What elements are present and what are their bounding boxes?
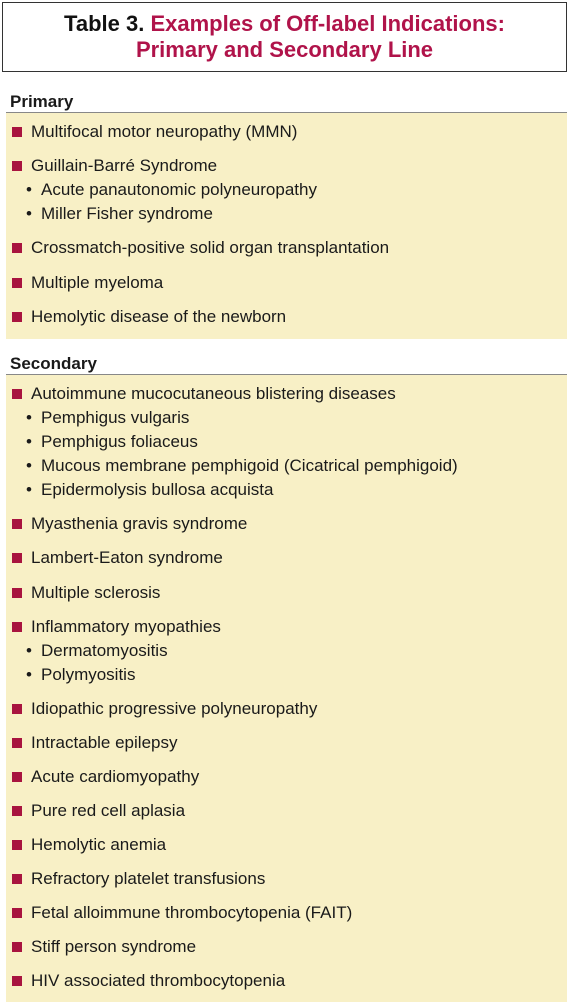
sub-list-item-label: Epidermolysis bullosa acquista xyxy=(41,480,274,499)
square-bullet-icon xyxy=(12,588,22,598)
list-item-label: Multifocal motor neuropathy (MMN) xyxy=(31,122,298,141)
table-title-line2: Primary and Secondary Line xyxy=(135,37,434,62)
round-bullet-icon: • xyxy=(26,456,32,475)
square-bullet-icon xyxy=(12,942,22,952)
list-item-label: Crossmatch-positive solid organ transplantation xyxy=(31,238,390,257)
list-item-label: Refractory platelet transfusions xyxy=(31,869,266,888)
square-bullet-icon xyxy=(12,704,22,714)
square-bullet-icon xyxy=(12,312,22,322)
square-bullet-icon xyxy=(12,243,22,253)
list-item-label: Lambert-Eaton syndrome xyxy=(31,548,223,567)
round-bullet-icon: • xyxy=(26,665,32,684)
list-item-label: Intractable epilepsy xyxy=(31,733,178,752)
list-item-label: Multiple sclerosis xyxy=(31,583,161,602)
list-item-label: Myasthenia gravis syndrome xyxy=(31,514,248,533)
list-item-label: Hemolytic disease of the newborn xyxy=(31,307,287,326)
section-heading-primary: Primary xyxy=(6,92,567,113)
square-bullet-icon xyxy=(12,519,22,529)
sub-list-item-label: Acute panautonomic polyneuropathy xyxy=(41,180,317,199)
sub-list-item-label: Pemphigus vulgaris xyxy=(41,408,190,427)
square-bullet-icon xyxy=(12,622,22,632)
square-bullet-icon xyxy=(12,161,22,171)
list-item-label: Stiff person syndrome xyxy=(31,937,197,956)
sub-list-item-label: Miller Fisher syndrome xyxy=(41,204,213,223)
table-number: Table 3. xyxy=(64,11,145,36)
square-bullet-icon xyxy=(12,278,22,288)
list-item-label: Fetal alloimmune thrombocytopenia (FAIT) xyxy=(31,903,353,922)
round-bullet-icon: • xyxy=(26,204,32,223)
square-bullet-icon xyxy=(12,553,22,563)
list-item-label: Autoimmune mucocutaneous blistering diseases xyxy=(31,384,396,403)
sub-list-item-label: Polymyositis xyxy=(41,665,136,684)
list-item-label: Multiple myeloma xyxy=(31,273,164,292)
list-item-label: Idiopathic progressive polyneuropathy xyxy=(31,699,318,718)
sub-list-item-label: Dermatomyositis xyxy=(41,641,168,660)
round-bullet-icon: • xyxy=(26,408,32,427)
square-bullet-icon xyxy=(12,840,22,850)
secondary-panel xyxy=(6,375,567,1002)
primary-panel xyxy=(6,113,567,339)
list-item-label: Guillain-Barré Syndrome xyxy=(31,156,218,175)
square-bullet-icon xyxy=(12,908,22,918)
square-bullet-icon xyxy=(12,772,22,782)
round-bullet-icon: • xyxy=(26,432,32,451)
table-title-box xyxy=(2,2,567,72)
square-bullet-icon xyxy=(12,389,22,399)
square-bullet-icon xyxy=(12,806,22,816)
list-item-label: Hemolytic anemia xyxy=(31,835,167,854)
square-bullet-icon xyxy=(12,738,22,748)
round-bullet-icon: • xyxy=(26,180,32,199)
round-bullet-icon: • xyxy=(26,480,32,499)
list-item-label: HIV associated thrombocytopenia xyxy=(31,971,286,990)
square-bullet-icon xyxy=(12,976,22,986)
list-item-label: Inflammatory myopathies xyxy=(31,617,221,636)
table-title-line1 xyxy=(64,11,505,37)
sub-list-item-label: Pemphigus foliaceus xyxy=(41,432,198,451)
list-item-label: Pure red cell aplasia xyxy=(31,801,186,820)
section-heading-secondary: Secondary xyxy=(6,354,567,375)
table-title-text: Examples of Off-label Indications: xyxy=(150,11,505,36)
list-item-label: Acute cardiomyopathy xyxy=(31,767,200,786)
round-bullet-icon: • xyxy=(26,641,32,660)
square-bullet-icon xyxy=(12,874,22,884)
square-bullet-icon xyxy=(12,127,22,137)
sub-list-item-label: Mucous membrane pemphigoid (Cicatrical pemphigoid) xyxy=(41,456,458,475)
